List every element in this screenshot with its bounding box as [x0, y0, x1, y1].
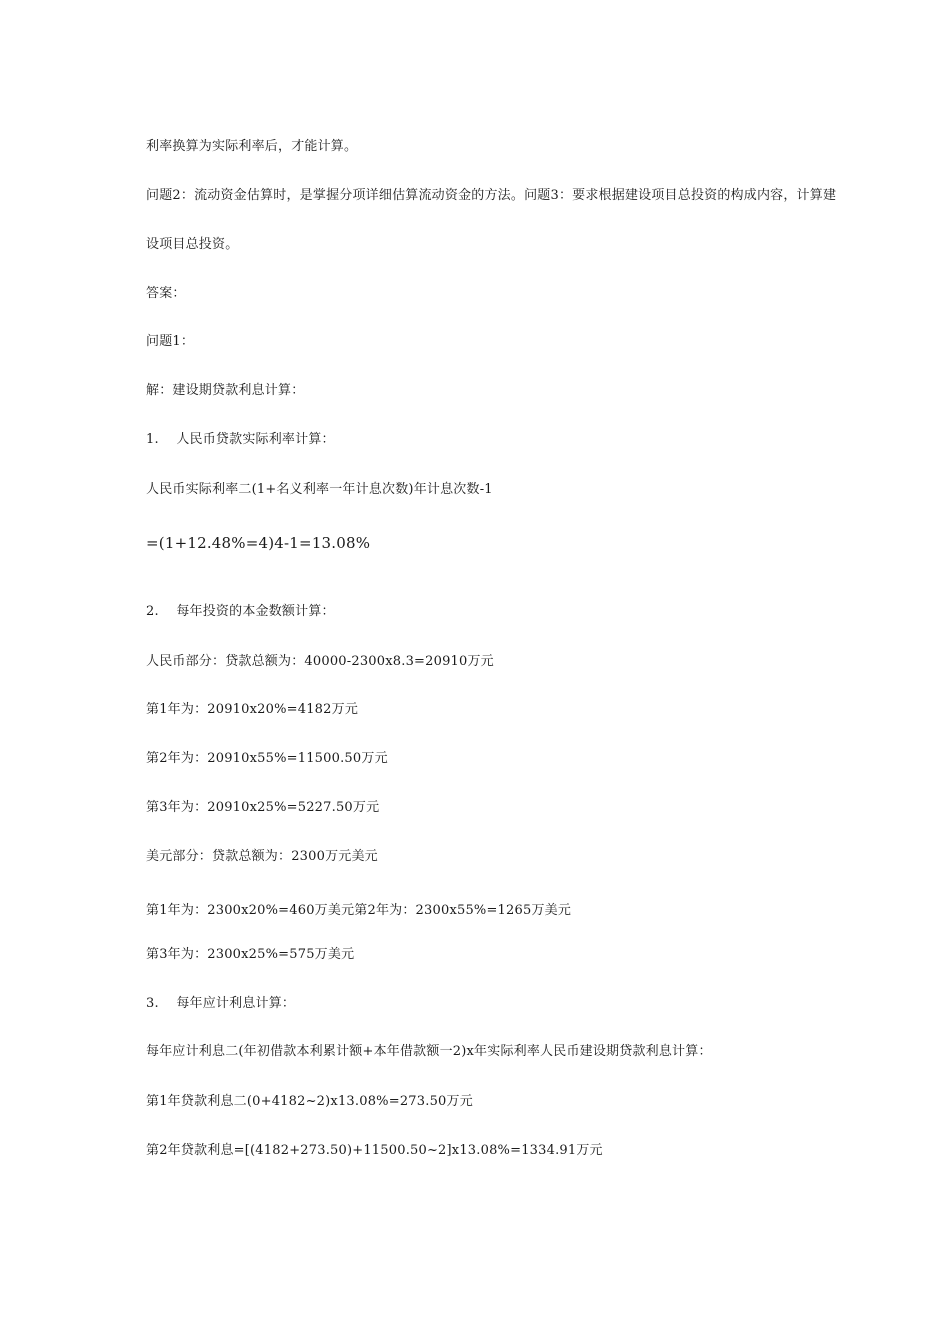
- solution-heading: 解：建设期贷款利息计算：: [146, 383, 305, 398]
- rmb-year-1: 第1年为：20910x20%=4182万元: [146, 702, 359, 717]
- interest-formula: 每年应计利息二(年初借款本利累计额+本年借款额一2)x年实际利率人民币建设期贷款利息计算：: [146, 1044, 712, 1059]
- step-2-heading: 2. 每年投资的本金数额计算：: [146, 604, 335, 619]
- rmb-interest-year-2: 第2年贷款利息=[(4182+273.50)+11500.50~2]x13.08%=1334.91万元: [146, 1143, 603, 1158]
- rmb-interest-year-1: 第1年贷款利息二(0+4182~2)x13.08%=273.50万元: [146, 1094, 473, 1109]
- question-1-heading: 问题1：: [146, 334, 195, 349]
- rmb-rate-formula: 人民币实际利率二(1+名义利率一年计息次数)年计息次数-1: [146, 482, 493, 497]
- rmb-total-loan: 人民币部分：贷款总额为：40000-2300x8.3=20910万元: [146, 654, 494, 669]
- step-1-heading: 1. 人民币贷款实际利率计算：: [146, 432, 335, 447]
- answer-heading: 答案：: [146, 286, 186, 301]
- paragraph-rate-conversion: 利率换算为实际利率后，才能计算。: [146, 139, 358, 154]
- step-3-heading: 3. 每年应计利息计算：: [146, 996, 296, 1011]
- paragraph-question-3-continued: 设项目总投资。: [146, 237, 239, 252]
- rmb-year-3: 第3年为：20910x25%=5227.50万元: [146, 800, 380, 815]
- paragraph-question-2-3: 问题2：流动资金估算时，是掌握分项详细估算流动资金的方法。问题3：要求根据建设项目总投资的构成内容，计算建: [146, 188, 837, 203]
- rmb-year-2: 第2年为：20910x55%=11500.50万元: [146, 751, 388, 766]
- usd-year-1-2: 第1年为：2300x20%=460万美元第2年为：2300x55%=1265万美元: [146, 903, 572, 918]
- usd-total-loan: 美元部分：贷款总额为：2300万元美元: [146, 849, 378, 864]
- rmb-rate-result: =(1+12.48%=4)4-1=13.08%: [146, 534, 371, 552]
- usd-year-3: 第3年为：2300x25%=575万美元: [146, 947, 355, 962]
